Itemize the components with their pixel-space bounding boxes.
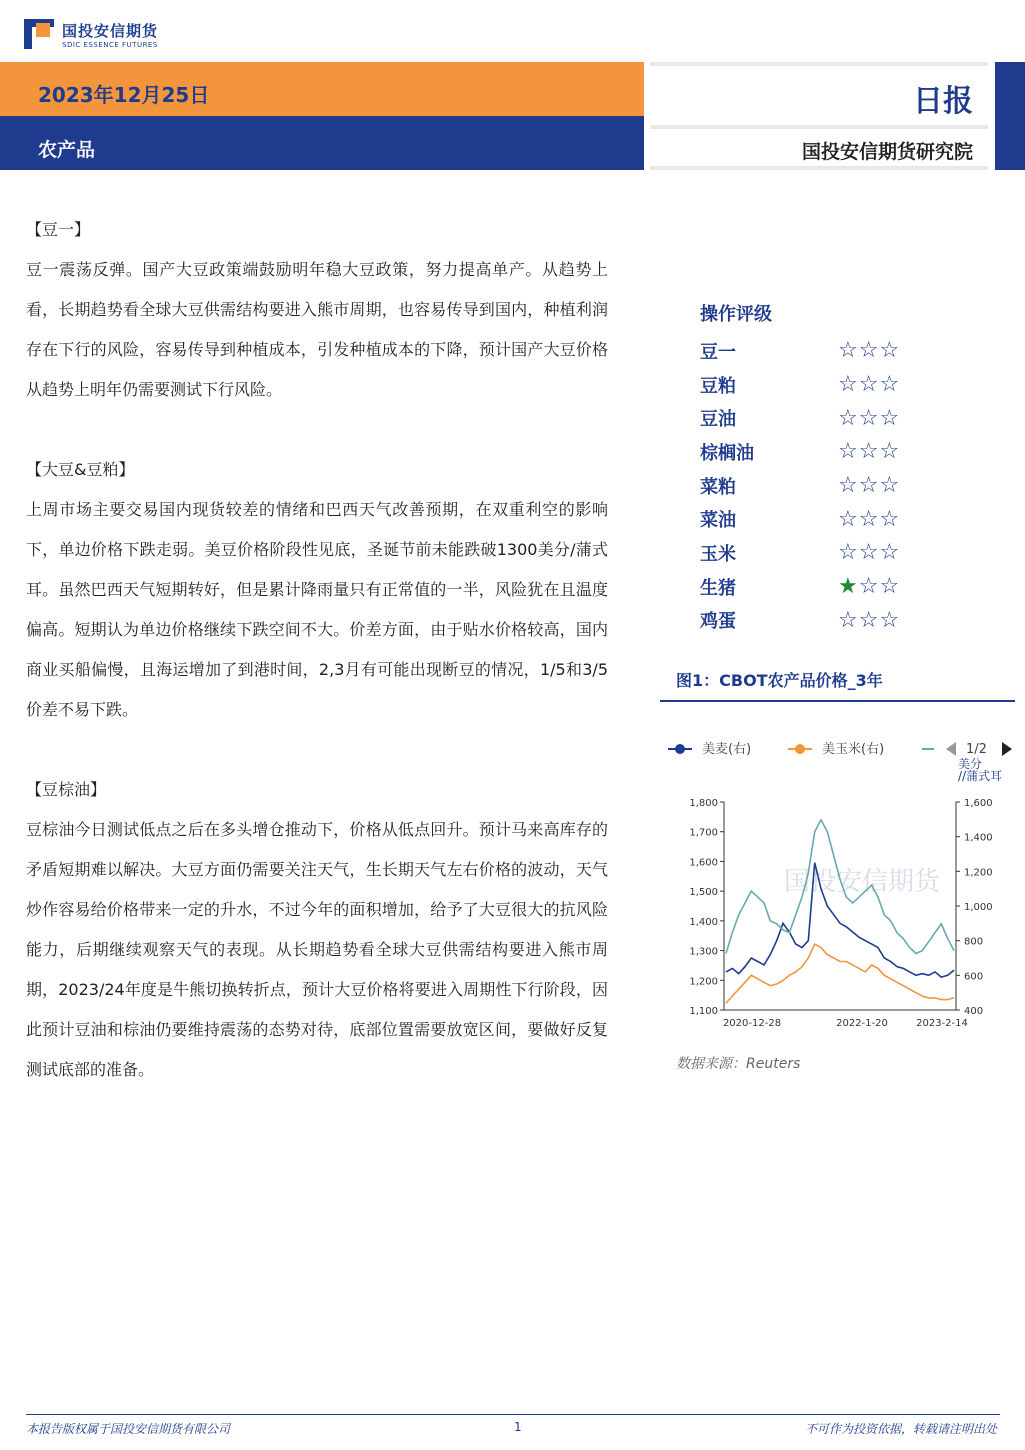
star-empty-icon: ☆ <box>858 540 880 566</box>
rating-product-name: 生猪 <box>700 577 736 599</box>
star-empty-icon: ☆ <box>879 405 901 431</box>
rating-product-name: 豆油 <box>700 409 736 431</box>
star-empty-icon: ☆ <box>879 372 901 398</box>
section-body-soybean-1: 豆一震荡反弹。国产大豆政策端鼓励明年稳大豆政策，努力提高单产。从趋势上看，长期趋势看全球大豆供需结构要进入熊市周期，也容易传导到国内，种植利润存在下行的风险，容易传导到种植成本，引发种植成本的下降，预计国产大豆价格从趋势上明年仍需要测试下行风险。 <box>26 260 608 399</box>
header-divider <box>650 125 988 129</box>
rating-row <box>700 570 1000 604</box>
figure-source: 数据来源：Reuters <box>676 1056 801 1072</box>
rating-stars <box>838 473 900 498</box>
x-tick-label: 2020-12-28 <box>722 1018 782 1029</box>
star-empty-icon: ☆ <box>838 439 859 465</box>
logo-icon <box>24 19 54 49</box>
y-left-tick-label: 1,800 <box>689 798 718 809</box>
y-left-tick-label: 1,700 <box>689 827 718 839</box>
star-empty-icon: ☆ <box>858 338 880 364</box>
legend-label-corn: 美玉米(右) <box>822 742 885 757</box>
y-right-tick-label: 1,400 <box>964 832 993 844</box>
section-title-oils: 【豆棕油】 <box>26 780 107 799</box>
header-blue-bar <box>0 116 644 170</box>
rating-row <box>700 334 1000 368</box>
star-empty-icon: ☆ <box>838 338 859 364</box>
rating-row <box>700 536 1000 570</box>
rating-product-name: 豆一 <box>700 341 736 363</box>
star-filled-icon: ★ <box>838 574 859 600</box>
report-date: 2023年12月25日 <box>38 83 210 107</box>
y-right-tick-label: 1,000 <box>964 902 993 913</box>
figure-divider <box>660 700 1015 702</box>
rating-product-name: 豆粕 <box>700 375 736 397</box>
star-empty-icon: ☆ <box>879 607 901 633</box>
rating-row <box>700 604 1000 638</box>
page-number: 1 <box>514 1420 522 1434</box>
y-right-unit: 美分 <box>958 757 983 771</box>
x-tick-label: 2023-2-14 <box>916 1018 968 1029</box>
y-left-tick-label: 1,600 <box>689 857 718 869</box>
star-empty-icon: ☆ <box>879 574 901 600</box>
rating-stars <box>838 372 900 397</box>
chart-watermark: 国投安信期货 <box>784 867 941 897</box>
y-right-tick-label: 400 <box>964 1006 984 1017</box>
rating-product-name: 菜油 <box>700 510 736 532</box>
header-divider <box>650 166 988 170</box>
company-logo <box>24 16 158 52</box>
header-divider <box>650 62 988 66</box>
rating-product-name: 玉米 <box>700 543 736 565</box>
y-right-tick-label: 1,600 <box>964 798 993 809</box>
star-empty-icon: ☆ <box>858 473 880 499</box>
star-empty-icon: ☆ <box>838 372 859 398</box>
header-side-stripe <box>995 62 1025 170</box>
legend-next-icon[interactable] <box>1002 742 1012 756</box>
section-body-soybean-meal: 上周市场主要交易国内现货较差的情绪和巴西天气改善预期，在双重利空的影响下，单边价格下跌走弱。美豆价格阶段性见底，圣诞节前未能跌破1300美分/蒲式耳。虽然巴西天气短期转好，但是累计降雨量只有正常值的一半，风险犹在且温度偏高。短期认为单边价格继续下跌空间不大。价差方面，由于贴水价格较高，国内商业买船偏慢，且海运增加了到港时间，2,3月有可能出现断豆的情况，1/5和3/5价差不易下跌。 <box>26 500 608 719</box>
section-title-soybean-1: 【豆一】 <box>26 220 91 239</box>
footer-disclaimer: 不可作为投资依据，转载请注明出处 <box>804 1422 997 1436</box>
y-left-tick-label: 1,200 <box>689 976 718 988</box>
rating-stars <box>838 406 900 431</box>
section-body-oils: 豆棕油今日测试低点之后在多头增仓推动下，价格从低点回升。预计马来高库存的矛盾短期难以解决。大豆方面仍需要关注天气，生长期天气左右价格的波动，天气炒作容易给价格带来一定的升水，不过今年的面积增加，给予了大豆很大的抗风险能力，后期继续观察天气的表现。从长期趋势看全球大豆供需结构要进入熊市周期，2023/24年度是牛熊切换转折点，预计大豆价格将要进入周期性下行阶段，因此预计豆油和棕油仍要维持震荡的态势对待，底部位置需要放宽区间，要做好反复测试底部的准备。 <box>26 820 608 1079</box>
rating-title: 操作评级 <box>700 304 772 325</box>
star-empty-icon: ☆ <box>879 338 901 364</box>
operation-rating <box>700 300 1000 637</box>
report-type: 日报 <box>913 84 973 119</box>
rating-stars <box>838 540 900 565</box>
rating-stars <box>838 338 900 363</box>
y-left-tick-label: 1,400 <box>689 916 718 928</box>
star-empty-icon: ☆ <box>858 607 880 633</box>
star-empty-icon: ☆ <box>879 473 901 499</box>
star-empty-icon: ☆ <box>838 473 859 499</box>
y-right-unit: //蒲式耳 <box>958 769 1003 783</box>
rating-product-name: 棕榈油 <box>700 442 754 464</box>
rating-stars <box>838 608 900 633</box>
y-right-tick-label: 800 <box>964 936 984 948</box>
rating-stars <box>838 439 900 464</box>
y-left-tick-label: 1,100 <box>689 1006 718 1017</box>
legend-page: 1/2 <box>966 742 987 757</box>
star-empty-icon: ☆ <box>879 506 901 532</box>
x-tick-label: 2022-1-20 <box>836 1018 888 1029</box>
rating-row <box>700 401 1000 435</box>
legend-marker-corn <box>795 744 805 754</box>
y-left-tick-label: 1,500 <box>689 887 718 899</box>
rating-product-name: 鸡蛋 <box>700 611 736 633</box>
institute-name: 国投安信期货研究院 <box>801 141 973 163</box>
footer-copyright: 本报告版权属于国投安信期货有限公司 <box>26 1422 231 1436</box>
y-right-tick-label: 600 <box>964 971 984 983</box>
section-title-soybean-meal: 【大豆&豆粕】 <box>26 460 135 479</box>
star-empty-icon: ☆ <box>879 439 901 465</box>
rating-product-name: 菜粕 <box>700 476 736 498</box>
footer-divider <box>26 1414 1000 1415</box>
rating-row <box>700 502 1000 536</box>
star-empty-icon: ☆ <box>838 607 859 633</box>
star-empty-icon: ☆ <box>858 372 880 398</box>
rating-stars <box>838 507 900 532</box>
main-content <box>26 210 608 1090</box>
star-empty-icon: ☆ <box>838 405 859 431</box>
star-empty-icon: ☆ <box>838 540 859 566</box>
legend-prev-icon[interactable] <box>946 742 956 756</box>
report-category: 农产品 <box>38 139 96 161</box>
star-empty-icon: ☆ <box>858 506 880 532</box>
logo-cn-text: 国投安信期货 <box>62 21 159 40</box>
rating-stars <box>838 574 900 599</box>
star-empty-icon: ☆ <box>838 506 859 532</box>
logo-en-text: SDIC ESSENCE FUTURES <box>62 40 158 49</box>
legend-marker-wheat <box>675 744 685 754</box>
y-right-tick-label: 1,200 <box>964 867 993 879</box>
y-left-tick-label: 1,300 <box>689 946 718 958</box>
figure-title: 图1：CBOT农产品价格_3年 <box>676 671 883 690</box>
rating-row <box>700 435 1000 469</box>
star-empty-icon: ☆ <box>858 439 880 465</box>
rating-row <box>700 368 1000 402</box>
cbot-price-chart <box>662 757 1014 1040</box>
star-empty-icon: ☆ <box>858 574 880 600</box>
rating-row <box>700 469 1000 503</box>
legend-label-wheat: 美麦(右) <box>702 742 752 757</box>
star-empty-icon: ☆ <box>858 405 880 431</box>
star-empty-icon: ☆ <box>879 540 901 566</box>
